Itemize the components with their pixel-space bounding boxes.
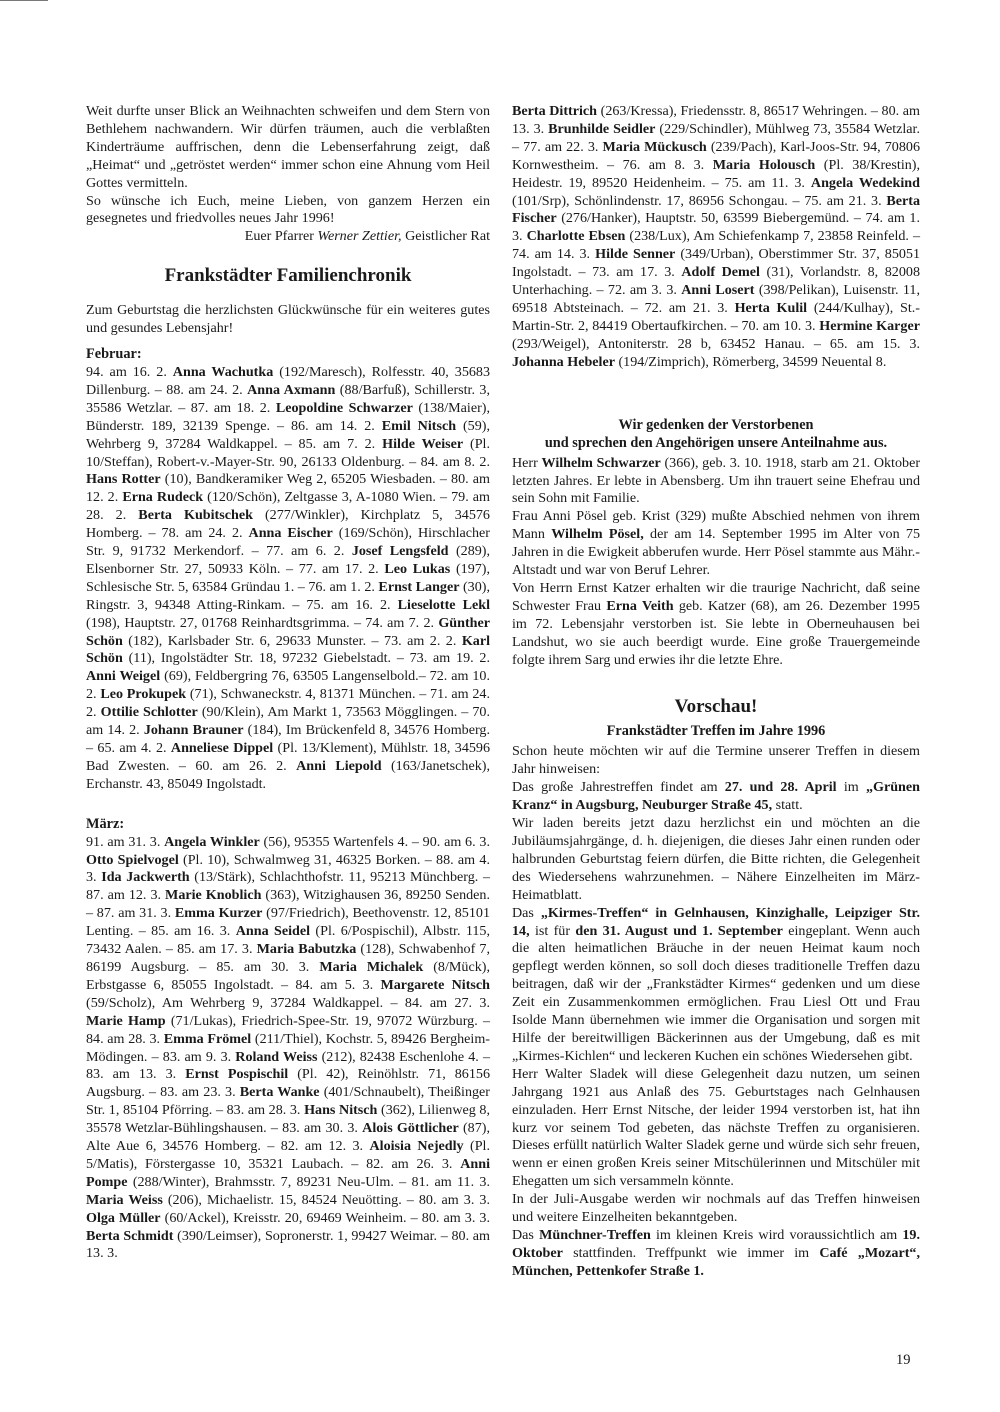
obituary-text: Von Herrn Ernst Katzer erhalten wir die traurige Nachricht, daß seine Schwester Frau [512, 579, 920, 614]
entry-name: Maria Michalek [319, 958, 424, 975]
entry-name: Anneliese Dippel [170, 740, 274, 756]
chronik-title: Frankstädter Familienchronik [164, 265, 412, 287]
entry-details: (289), Elsenborner Str. 27, 50933 Köln. – 77. am 17. 2. [86, 543, 491, 577]
entry-details: (390/Leimser), Sopronerstr. 1, 99427 Weimar. – 80. am 13. 3. [86, 1227, 490, 1262]
preview-text: stattfinden. Treffpunkt wie immer im [562, 1244, 820, 1261]
obituary-schwarzer [512, 455, 920, 509]
preview-text: im [836, 779, 866, 796]
march-list [86, 834, 490, 1264]
entry-name: Charlotte Ebsen [526, 228, 626, 245]
obituary-heading-2: und sprechen den Angehörigen unsere Anteilnahme aus. [544, 434, 888, 451]
obituary-text: (366), geb. 3. 10. 1918, starb am 21. Oktober letzten Jahres. Er lebte in Abensberg. Um ihn trauert seine Ehefrau und sein Sohn mit Familie. [512, 454, 921, 507]
entry-name: Ottilie Schlotter [100, 704, 198, 721]
entry-name: Günther Schön [86, 614, 490, 649]
entry-name: Maria Weiss [86, 1191, 163, 1208]
preview-text: ist für [529, 922, 576, 939]
entry-name: Alois Göttlicher [362, 1120, 459, 1137]
entry-details: (71/Lukas), Friedrich-Spee-Str. 19, 97072 Würzburg. – 84. am 28. 3. [86, 1012, 490, 1047]
entry-name: Berta Fischer [512, 192, 920, 227]
entry-name: Emil Nitsch [381, 417, 457, 434]
entry-details: (128), Schwabenhof 7, 86199 Augsburg. – 85. am 30. 3. [86, 941, 490, 975]
entry-name: Brunhilde Seidler [548, 120, 656, 137]
preview-text: Das [512, 1226, 540, 1243]
preview-date: 19. Oktober [512, 1226, 920, 1261]
entry-name: Hilde Senner [595, 246, 676, 263]
entry-details: (229/Schindler), Mühlweg 73, 35584 Wetzlar. – 77. am 22. 3. [512, 120, 920, 155]
entry-name: Ernst Pospischil [185, 1066, 289, 1083]
march-heading: März: [86, 815, 125, 832]
entry-details: (120/Schön), Zeltgasse 3, A-1080 Wien. – 79. am 28. 2. [86, 489, 490, 524]
entry-details: (198), Hauptstr. 27, 01768 Reinhardtsgrimma. – 74. am 7. 2. [86, 614, 439, 631]
entry-details: (192/Maresch), Rolfesstr. 40, 35683 Dillenburg. – 88. am 24. 2. [86, 363, 491, 398]
page-number: 19 [896, 1352, 911, 1368]
february-list [86, 364, 490, 794]
entry-details: (212), 82438 Eschenlohe 4. – 83. am 13. 3. [86, 1048, 491, 1083]
top-rule [0, 0, 48, 1]
entry-name: Josef Lengsfeld [351, 543, 449, 560]
entry-name: Anna Wachutka [172, 363, 274, 380]
entry-name: Anni Weigel [86, 668, 161, 685]
entry-name: Margarete Nitsch [380, 976, 490, 993]
entry-name: Berta Schmidt [86, 1227, 174, 1244]
entry-details: (211/Thiel), Kochstr. 5, 89426 Bergheim-Mödingen. – 83. am 9. 3. [86, 1030, 490, 1065]
preview-paragraph-5: Herr Walter Sladek will diese Gelegenheit dazu nutzen, um seinen Jahrgang 1921 aus Anlaß des 75. Geburtstages nach Gelnhausen einzuladen. Herr Ernst Nitsche, der leider 1994 verstorben ist, hat ihn kurz vor seinem Tod gebeten, das nächste Treffen zu organisieren. Dieses erfüllt natürlich Walter Sladek gerne und würde sich sehr freuen, wenn er einen großen Kreis seiner Mitschülerinnen und Mitschüler mit Ehegatten um sich versammeln könnte. [512, 1065, 920, 1190]
intro-paragraph-2: So wünsche ich Euch, meine Lieben, von ganzem Herzen ein gesegnetes und friedvolles neues Jahr 1996! [86, 192, 490, 227]
preview-venue: „Kirmes-Treffen“ in Gelnhausen, Kinzighalle, Leipziger Str. 14, [512, 904, 920, 939]
preview-augsburg [512, 779, 920, 815]
entry-name: Marie Hamp [86, 1012, 166, 1029]
preview-paragraph-3: Wir laden bereits jetzt dazu herzlichst ein und möchten an die Jubiläumsjahrgänge, d. h. diejenigen, die dieses Jahr einen runden oder halbrunden Geburtstag feiern dürfen, die Bitte richten, die Gelegenheit des Wiedersehens wahrzunehmen. – Nähere Einzelheiten im März-Heimatblatt. [512, 815, 920, 903]
entry-name: Hilde Weiser [382, 435, 464, 452]
entry-details: (Pl. 42), Reinöhlstr. 71, 86156 Augsburg. – 83. am 23. 3. [86, 1066, 490, 1101]
entry-name: Marie Knoblich [165, 887, 262, 904]
entry-name: Ernst Langer [378, 578, 460, 595]
march-list-continued [512, 103, 920, 372]
preview-kirmes [512, 905, 920, 1066]
preview-venue: Café „Mozart“, München, Pettenkofer Straße 1. [512, 1244, 920, 1279]
entry-details: (362), Lilienweg 8, 35578 Wetzlar-Bühlingshausen. – 83. am 30. 3. [86, 1102, 490, 1137]
entry-details: (59/Scholz), Am Wehrberg 9, 37284 Waldkappel. – 84. am 27. 3. [86, 994, 490, 1011]
entry-details: (349/Urban), Oberstimmer Str. 37, 85051 Ingolstadt. – 73. am 17. 3. [512, 246, 921, 281]
entry-details: (197), Schlesische Str. 5, 63584 Gründau 1. – 76. am 1. 2. [86, 560, 491, 595]
entry-name: Hans Rotter [86, 471, 161, 488]
obituary-text: geb. Katzer (68), am 26. Dezember 1995 im 72. Lebensjahr verstorben ist. Sie lebte in Oberneuhausen bei Landshut, wo sie auch beerdigt wurde. Eine große Trauergemeinde folgte ihrem Sarg und erwies ihr die letzte Ehre. [512, 597, 920, 668]
entry-name: Anna Axmann [247, 381, 336, 398]
entry-name: Berta Kubitschek [138, 507, 253, 524]
entry-details: (8/Mück), Erbstgasse 6, 85055 Ingolstadt. – 84. am 5. 3. [86, 958, 490, 993]
entry-name: Emma Kurzer [174, 905, 263, 922]
entry-details: (293/Weigel), Antoniterstr. 28 b, 63452 Hanau. – 65. am 15. 3. [512, 335, 920, 352]
intro-signature [86, 228, 490, 246]
obituary-name: Erna Veith [606, 597, 674, 614]
entry-name: Otto Spielvogel [86, 851, 179, 868]
entry-name: Erna Rudeck [122, 489, 204, 506]
february-heading: Februar: [86, 346, 142, 363]
entry-details: (71), Schwaneckstr. 4, 81371 München. – 71. am 24. 2. [86, 686, 491, 721]
obituary-name: Wilhelm Pösel, [551, 526, 644, 543]
entry-details: (101/Srp), Schönlindenstr. 17, 86956 Schongau. – 75. am 21. 3. [512, 192, 887, 209]
chronik-intro: Zum Geburtstag die herzlichsten Glückwünsche für ein weiteres gutes und gesundes Lebensjahr! [86, 302, 490, 337]
entry-name: Hans Nitsch [304, 1102, 378, 1119]
obituary-veith [512, 580, 920, 670]
entry-name: Angela Winkler [164, 833, 260, 850]
entry-details: (398/Pelikan), Luisenstr. 11, 69518 Abtsteinach. – 72. am 21. 3. [512, 282, 921, 316]
entry-details: (90/Klein), Am Markt 1, 73563 Mögglingen. – 70. am 14. 2. [86, 704, 491, 739]
obituary-heading-1: Wir gedenken der Verstorbenen [618, 416, 814, 433]
entry-name: Lieselotte Lekl [397, 596, 490, 613]
intro-paragraph-1: Weit durfte unser Blick an Weihnachten schweifen und dem Stern von Bethlehem nachwandern. Wir dürfen träumen, auch die verblaßten Kinderträume auffrischen, denn die Lebenserfahrung zeigt, daß „Heimat“ und „getröstet werden“ immer schon eine Ahnung vom Heil Gottes vermitteln. [86, 103, 490, 191]
entry-name: Anna Seidel [235, 923, 311, 940]
preview-text: Das große Jahrestreffen findet am [512, 779, 725, 796]
entry-name: Berta Dittrich [512, 103, 598, 119]
preview-event: Münchner-Treffen [539, 1226, 651, 1243]
entry-name: Angela Wedekind [810, 174, 920, 191]
entry-details: (88/Barfuß), Schillerstr. 3, 35586 Wetzlar. – 87. am 18. 2. [86, 381, 491, 416]
entry-name: Leo Prokupek [100, 686, 187, 703]
preview-subtitle: Frankstädter Treffen im Jahre 1996 [606, 723, 826, 740]
entry-details: (Pl. 10), Schwalmweg 31, 46325 Borken. – 88. am 4. 3. [86, 851, 490, 886]
preview-muenchen [512, 1227, 920, 1281]
entry-name: Johann Brauner [143, 722, 244, 739]
entry-details: (Pl. 38/Krestin), Heidestr. 19, 89520 Heidenheim. – 75. am 11. 3. [512, 156, 921, 191]
entry-details: (Pl. 10/Steffan), Robert-v.-Mayer-Str. 90, 26133 Oldenburg. – 84. am 8. 2. [86, 435, 490, 470]
entry-name: Anni Losert [681, 282, 755, 299]
entry-prefix: 91. am 31. 3. [86, 833, 165, 850]
entry-name: Karl Schön [86, 632, 490, 667]
entry-name: Anni Pompe [86, 1155, 490, 1190]
entry-details: (13/Stärk), Schlachthofstr. 11, 95213 Münchberg. – 87. am 12. 3. [86, 869, 490, 904]
entry-name: Maria Mückusch [602, 138, 707, 155]
signature-prefix: Euer Pfarrer [244, 228, 318, 245]
preview-venue: „Grünen Kranz“ in Augsburg, Neuburger Straße 45, [512, 779, 920, 814]
entry-name: Leo Lukas [384, 560, 451, 577]
entry-details: (169/Schön), Hirschlacher Str. 9, 91732 Merkendorf. – 77. am 6. 2. [86, 525, 490, 560]
signature-name: Werner Zettier, [317, 228, 402, 245]
entry-name: Berta Wanke [239, 1084, 320, 1101]
entry-name: Hermine Karger [819, 317, 920, 334]
entry-details: (Pl. 5/Matis), Förstergasse 10, 35321 Laubach. – 82. am 26. 3. [86, 1138, 490, 1172]
preview-title: Vorschau! [674, 696, 758, 718]
preview-text: Das [512, 904, 541, 921]
entry-details: (263/Kressa), Friedensstr. 8, 86517 Wehringen. – 80. am 13. 3. [512, 103, 921, 137]
entry-name: Maria Babutzka [256, 941, 357, 958]
entry-name: Aloisia Nejedly [369, 1138, 464, 1155]
entry-details: (30), Ringstr. 3, 94348 Atting-Rinkam. – 75. am 16. 2. [86, 578, 490, 613]
preview-date: 27. und 28. April [724, 779, 837, 796]
entry-name: Herta Kulil [734, 299, 808, 316]
entry-details: (184), Im Brückenfeld 8, 34576 Homberg. – 65. am 4. 2. [86, 722, 490, 756]
entry-details: (401/Schnaubelt), Theißinger Str. 1, 85104 Pförring. – 83. am 28. 3. [86, 1084, 490, 1119]
preview-text: im kleinen Kreis wird voraussichtlich am [650, 1226, 903, 1243]
obituary-text: Frau Anni Pösel geb. Krist (329) mußte Abschied nehmen von ihrem Mann [512, 508, 920, 543]
entry-details: (238/Lux), Am Schiefenkamp 7, 23858 Reinfeld. – 74. am 14. 3. [512, 228, 921, 263]
entry-details: (277/Winkler), Kirchplatz 5, 34576 Homberg. – 78. am 24. 2. [86, 507, 490, 542]
entry-name: Emma Frömel [163, 1030, 252, 1047]
obituary-poesel [512, 508, 920, 580]
entry-name: Anni Liepold [296, 757, 382, 774]
entry-details: (31), Vorlandstr. 8, 82008 Unterhaching. – 72. am 3. 3. [512, 264, 920, 299]
entry-name: Maria Holousch [712, 156, 816, 173]
entry-details: (276/Hanker), Hauptstr. 50, 63599 Biebergemünd. – 74. am 1. 3. [512, 210, 920, 245]
entry-details: (194/Zimprich), Römerberg, 34599 Neuental 8. [614, 353, 887, 370]
entry-details: (163/Janetschek), Erchanstr. 43, 85049 Ingolstadt. [86, 757, 490, 792]
obituary-name: Wilhelm Schwarzer [541, 454, 661, 471]
entry-name: Johanna Hebeler [512, 353, 615, 370]
entry-details: (97/Friedrich), Beethovenstr. 12, 85101 Lenting. – 85. am 16. 3. [86, 905, 490, 940]
right-column [512, 103, 920, 1281]
preview-paragraph-1: Schon heute möchten wir auf die Termine unserer Treffen in diesem Jahr hinweisen: [512, 743, 920, 778]
preview-paragraph-6: In der Juli-Ausgabe werden wir nochmals auf das Treffen hinweisen und weitere Einzelheiten bekanntgeben. [512, 1191, 920, 1226]
entry-name: Leopoldine Schwarzer [275, 399, 413, 416]
entry-name: Adolf Demel [681, 264, 760, 281]
entry-name: Olga Müller [86, 1209, 161, 1226]
entry-details: (10), Bandkeramiker Weg 2, 65205 Wiesbaden. – 80. am 12. 2. [86, 471, 491, 506]
obituary-text: Herr [512, 454, 542, 471]
entry-details: (56), 95355 Wartenfels 4. – 90. am 6. 3. [259, 833, 490, 850]
signature-suffix: Geistlicher Rat [401, 228, 490, 245]
entry-name: Roland Weiss [235, 1048, 318, 1065]
entry-details: (239/Pach), Karl-Joos-Str. 94, 70806 Kornwestheim. – 76. am 8. 3. [512, 138, 920, 173]
entry-details: (182), Karlsbader Str. 6, 29633 Munster. – 73. am 2. 2. [122, 632, 462, 649]
entry-details: (60/Ackel), Kreisstr. 20, 69469 Weinheim. – 80. am 3. 3. [160, 1209, 491, 1226]
entry-prefix: 94. am 16. 2. [86, 363, 173, 380]
entry-name: Ida Jackwerth [101, 869, 190, 886]
preview-text: eingeplant. Wenn auch die alten heimatlichen Bräuche in der neuen Heimat kaum noch gepflegt werden können, so soll doch dieses traditionelle Treffen dazu beitragen, daß wir der „Frankstädter Kirmes“ gedenken und um diese Zeit ein Zusammenkommen ermöglichen. Frau Liesl Ott und Frau Isolde Mann übernehmen wie immer die Organisation und sorgen mit Hilfe der bereitwilligen Bäckerinnen aus der Umgebung, daß es mit „Kirmes-Kichlen“ und leckeren Kuchen ein schönes Wiedersehen gibt. [512, 922, 920, 1064]
entry-details: (206), Michaelistr. 15, 84524 Neuötting. – 80. am 3. 3. [162, 1191, 490, 1208]
preview-text: statt. [772, 797, 803, 814]
entry-details: (244/Kulhay), St.-Martin-Str. 2, 84419 Obertaufkirchen. – 70. am 10. 3. [512, 299, 920, 334]
left-column [86, 103, 490, 1263]
entry-details: (11), Ingolstädter Str. 18, 97232 Giebelstadt. – 73. am 19. 2. [122, 650, 490, 667]
entry-details: (59), Wehrberg 9, 37284 Waldkappel. – 85. am 7. 2. [86, 417, 490, 452]
preview-date: den 31. August und 1. September [575, 922, 783, 939]
entry-details: (69), Feldbergring 76, 63505 Langenselbold.– 72. am 10. 2. [86, 668, 490, 703]
entry-details: (Pl. 6/Pospischil), Albstr. 115, 73432 Aalen. – 85. am 17. 3. [86, 923, 490, 958]
entry-details: (288/Winter), Brahmsstr. 7, 89231 Neu-Ulm. – 81. am 11. 3. [127, 1173, 490, 1190]
entry-details: (87), Alte Aue 6, 34576 Homberg. – 82. am 12. 3. [86, 1120, 490, 1155]
entry-details: (138/Maier), Bünderstr. 189, 32139 Spenge. – 86. am 14. 2. [86, 399, 490, 434]
obituary-text: der am 14. September 1995 im Alter von 75 Jahren in die Ewigkeit abberufen wurde. Herr Pösel stammte aus Mähr.-Altstadt und war von Beruf Lehrer. [512, 526, 921, 579]
entry-details: (Pl. 13/Klement), Mühlstr. 18, 34596 Bad Zwesten. – 60. am 26. 2. [86, 740, 491, 774]
entry-name: Anna Eischer [248, 525, 333, 542]
entry-details: (363), Witzighausen 36, 89250 Senden. – 87. am 31. 3. [86, 887, 490, 922]
